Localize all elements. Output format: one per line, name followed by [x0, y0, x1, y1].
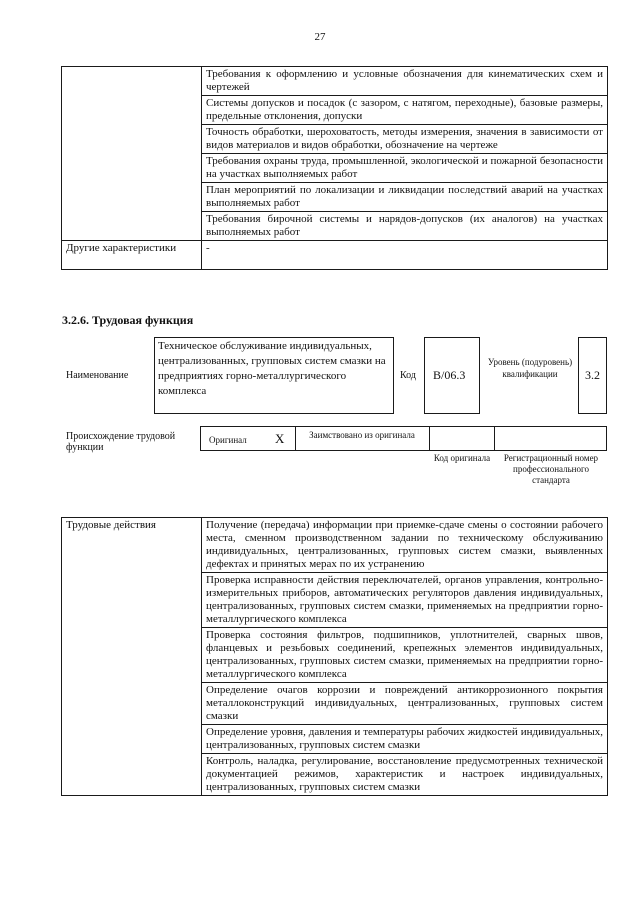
empty-label-cell [62, 67, 202, 241]
section-title: 3.2.6. Трудовая функция [62, 313, 194, 327]
other-characteristics-label: Другие характеристики [62, 241, 202, 270]
page-number: 27 [314, 31, 326, 43]
labor-action-item: Определение очагов коррозии и повреждений антикоррозионного покрытия металлоконструкций индивидуальных, централизованных, групповых систем смазки [202, 683, 608, 725]
table-row [62, 518, 608, 573]
registration-number-box [494, 426, 607, 451]
knowledge-table [61, 66, 608, 270]
function-name-box [154, 337, 394, 414]
name-label: Наименование [66, 370, 129, 381]
level-label: Уровень (подуровень) квалификации [487, 357, 573, 379]
function-name-value: Техническое обслуживание индивидуальных, централизованных, групповых систем смазки на предприятиях горно-металлургического комплекса [158, 340, 386, 397]
level-box [578, 337, 607, 414]
code-box [424, 337, 480, 414]
requirement-item: Требования к оформлению и условные обозначения для кинематических схем и чертежей [202, 67, 608, 96]
requirement-item: Требования охраны труда, промышленной, экологической и пожарной безопасности на участках выполняемых работ [202, 154, 608, 183]
code-value: B/06.3 [433, 368, 466, 382]
table-row [62, 241, 608, 270]
labor-action-item: Получение (передача) информации при приемке-сдаче смены о состоянии рабочего места, сменном производственном задании по техническому обслуживанию индивидуальных, централизованных, групповых систем смазки, выявленных дефектах и принятых мерах по их устранению [202, 518, 608, 573]
borrowed-label: Заимствовано из оригинала [309, 430, 415, 440]
original-label: Оригинал [209, 435, 247, 445]
labor-actions-label: Трудовые действия [62, 518, 202, 796]
origin-code-box [429, 426, 495, 451]
code-label: Код [400, 370, 416, 381]
origin-label: Происхождение трудовой функции [66, 431, 176, 453]
other-characteristics-value: - [202, 241, 608, 270]
requirement-item: Требования бирочной системы и нарядов-допусков (их аналогов) на участках выполняемых работ [202, 212, 608, 241]
labor-action-item: Проверка исправности действия переключателей, органов управления, контрольно-измерительных приборов, автоматических регуляторов давления индивидуальных, централизованных, групповых систем смазки, применяемых на предприятии горно-металлургического комплекса [202, 573, 608, 628]
borrowed-box [295, 426, 430, 451]
labor-action-item: Определение уровня, давления и температуры рабочих жидкостей индивидуальных, централизованных, групповых систем смазки [202, 725, 608, 754]
original-mark: X [275, 431, 285, 446]
requirement-item: Системы допусков и посадок (с зазором, с натягом, переходные), базовые размеры, предельные отклонения, допуски [202, 96, 608, 125]
requirement-item: План мероприятий по локализации и ликвидации последствий аварий на участках выполняемых работ [202, 183, 608, 212]
labor-actions-table [61, 517, 608, 796]
labor-action-item: Проверка состояния фильтров, подшипников, уплотнителей, сварных швов, фланцевых и резьбовых соединений, крепежных элементов индивидуальных, централизованных, групповых систем смазки, применяемых на предприятии горно-металлургического комплекса [202, 628, 608, 683]
labor-action-item: Контроль, наладка, регулирование, восстановление предусмотренных технической документацией режимов, характеристик и настроек индивидуальных, централизованных, групповых систем смазки [202, 754, 608, 796]
level-value: 3.2 [585, 368, 600, 382]
origin-code-caption: Код оригинала [433, 453, 491, 463]
registration-caption: Регистрационный номер профессионального стандарта [503, 453, 599, 485]
requirement-item: Точность обработки, шероховатость, методы измерения, значения в зависимости от видов материалов и видов обработки, обозначение на чертеже [202, 125, 608, 154]
original-box [200, 426, 296, 451]
table-row [62, 67, 608, 96]
